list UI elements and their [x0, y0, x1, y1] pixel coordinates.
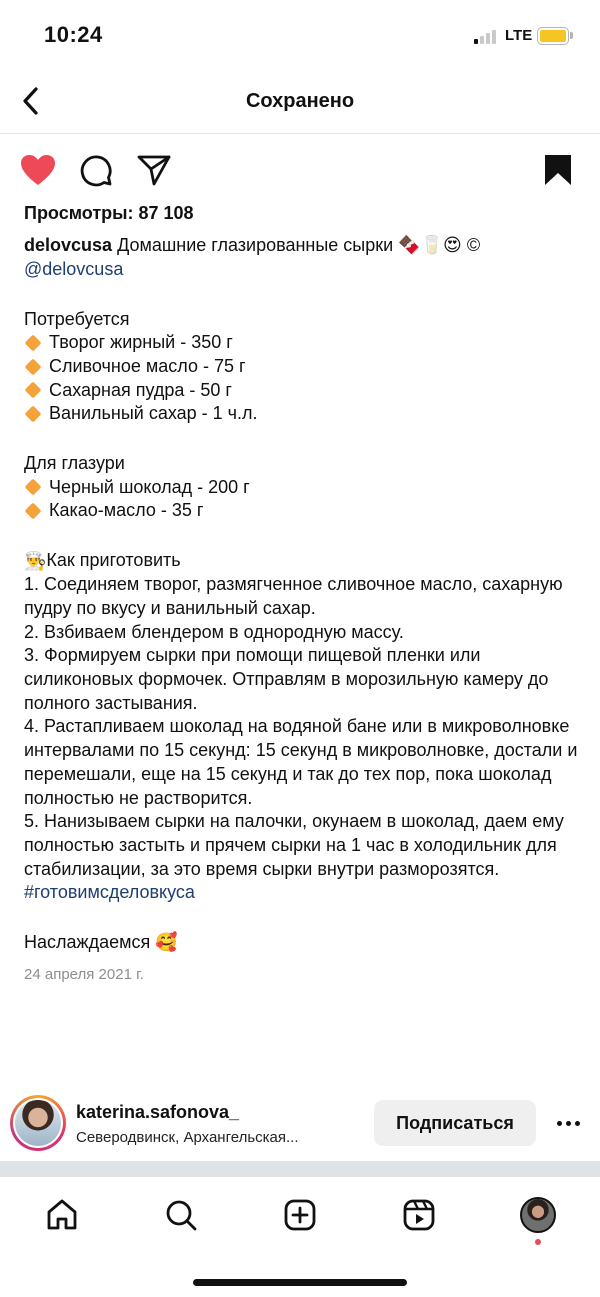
mention-link[interactable]: @delovcusa — [24, 258, 124, 279]
orange-diamond-icon — [25, 503, 42, 520]
tab-new-post[interactable] — [278, 1193, 322, 1237]
reels-icon — [402, 1198, 436, 1232]
new-post-icon — [283, 1198, 317, 1232]
profile-avatar — [520, 1197, 556, 1233]
title-emojis: 🍫🥛😍 — [398, 235, 462, 256]
status-time: 10:24 — [44, 22, 103, 47]
views-count: Просмотры: 87 108 — [24, 203, 194, 223]
avatar[interactable] — [10, 1095, 66, 1151]
ingredients-heading: Потребуется — [24, 308, 130, 329]
home-icon — [45, 1198, 79, 1232]
tab-search[interactable] — [159, 1193, 203, 1237]
like-button[interactable] — [18, 150, 58, 190]
follow-button[interactable]: Подписаться — [374, 1100, 536, 1146]
tab-reels[interactable] — [397, 1193, 441, 1237]
glaze-item: Черный шоколад - 200 г — [24, 476, 580, 500]
tab-bar — [0, 1177, 600, 1297]
recipe-step: 5. Нанизываем сырки на палочки, окунаем в шоколад, даем ему полностью застыть и прячем сырки на 1 час в холодильник для стабилизации, за это время сырки внутри разморозятся. — [24, 811, 564, 879]
save-button[interactable] — [538, 150, 578, 190]
more-horizontal-icon — [557, 1121, 562, 1126]
orange-diamond-icon — [25, 479, 42, 496]
page-title: Сохранено — [245, 90, 355, 112]
orange-diamond-icon — [25, 358, 42, 375]
author-row — [0, 1082, 600, 1162]
home-indicator — [193, 1279, 407, 1286]
status-bar — [0, 0, 600, 70]
glaze-item: Какао-масло - 35 г — [24, 499, 580, 523]
author-username[interactable]: katerina.safonova_ — [76, 1102, 240, 1122]
orange-diamond-icon — [25, 382, 42, 399]
post-image-edge — [0, 1161, 600, 1177]
post-actions — [0, 150, 600, 190]
share-icon — [137, 154, 171, 186]
closing-line: Наслаждаемся 🥰 — [24, 931, 580, 955]
comment-icon — [79, 153, 113, 187]
nav-bar — [0, 70, 600, 134]
share-button[interactable] — [134, 150, 174, 190]
author-location[interactable]: Северодвинск, Архангельская... — [76, 1129, 299, 1146]
orange-diamond-icon — [25, 406, 42, 423]
battery-icon — [537, 27, 569, 45]
recipe-step: 2. Взбиваем блендером в однородную массу. — [24, 621, 404, 642]
glaze-heading: Для глазури — [24, 453, 125, 474]
battery-nub — [570, 32, 573, 39]
copyright-sign: © — [466, 234, 481, 255]
tab-profile[interactable] — [516, 1193, 560, 1237]
orange-diamond-icon — [25, 334, 42, 351]
post-caption — [24, 202, 580, 987]
tab-home[interactable] — [40, 1193, 84, 1237]
caption-username[interactable]: delovcusa — [24, 234, 113, 255]
recipe-step: 4. Растапливаем шоколад на водяной бане или в микроволновке интервалами по 15 секунд: 15 секунд в микроволновке, достали и перемешали, еще на 15 секунд и так до тех пор, пока шоколад полностью не растворится. — [24, 716, 578, 808]
hashtag-link[interactable]: #готовимсделовкуса — [24, 882, 195, 903]
recipe-step: 3. Формируем сырки при помощи пищевой пленки или силиконовых формочек. Отправлям в морозильную камеру до полного застывания. — [24, 645, 549, 713]
bookmark-filled-icon — [544, 154, 572, 186]
ingredient-item: Ванильный сахар - 1 ч.л. — [24, 402, 580, 426]
smiling-hearts-emoji: 🥰 — [155, 932, 178, 953]
recipe-step: 1. Соединяем творог, размягченное сливочное масло, сахарную пудру по вкусу и ванильный сахар. — [24, 574, 563, 618]
caption-title: Домашние глазированные сырки — [117, 234, 394, 255]
signal-icon — [474, 30, 500, 44]
steps-heading: 👨‍🍳Как приготовить — [24, 549, 580, 573]
post-date: 24 апреля 2021 г. — [24, 966, 144, 984]
heart-filled-icon — [20, 154, 56, 186]
search-icon — [164, 1198, 198, 1232]
ingredient-item: Творог жирный - 350 г — [24, 331, 580, 355]
chef-emoji: 👨‍🍳 — [24, 550, 47, 571]
network-label: LTE — [505, 27, 533, 44]
notification-dot — [535, 1239, 541, 1245]
caption-header — [24, 234, 580, 258]
ingredient-item: Сливочное масло - 75 г — [24, 355, 580, 379]
ingredient-item: Сахарная пудра - 50 г — [24, 379, 580, 403]
more-button[interactable] — [550, 1108, 586, 1138]
comment-button[interactable] — [76, 150, 116, 190]
